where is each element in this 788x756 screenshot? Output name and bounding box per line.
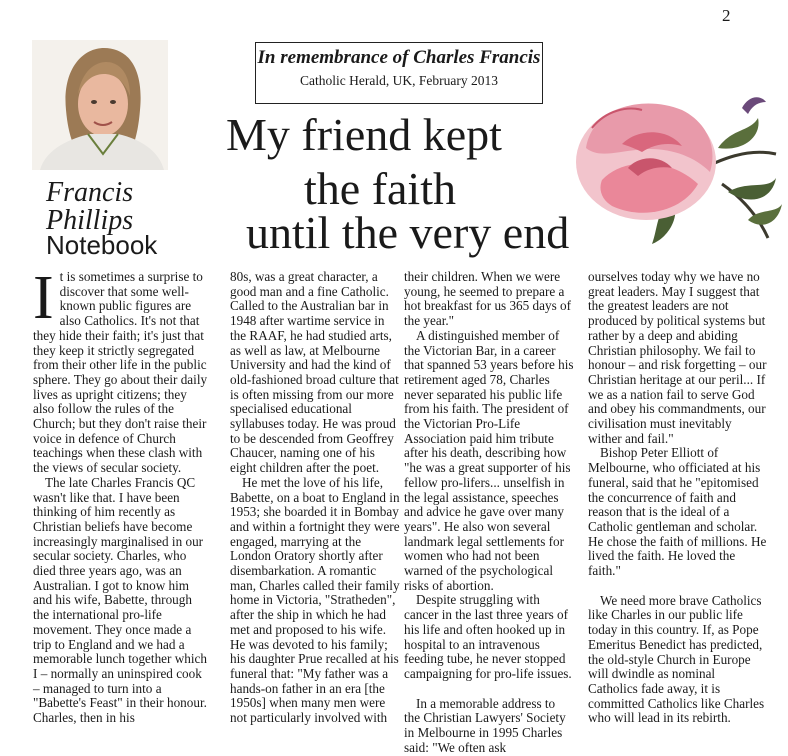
remembrance-box [255,42,543,104]
remembrance-title: In remembrance of Charles Francis [257,47,541,68]
remembrance-source: Catholic Herald, UK, February 2013 [300,73,498,88]
rose-illustration [572,88,786,258]
col4-paragraph-1: ourselves today why we have no great leaders. May I suggest that the greatest leaders are not produced by political systems but rather by a deep and abiding Christian philosophy. We fail to honour – and risk forgetting – our Christian heritage at our peril... If we as a nation fail to serve God and obey his commandments, our civilisation must inevitably wither and fail." [588,269,767,446]
article-column-3 [404,270,574,756]
headline-line-1: My friend kept [226,109,502,160]
col1-paragraph-2: The late Charles Francis QC wasn't like that. I have been thinking of him recently as Christian beliefs have become increasingly marginalised in our secular society. Charles, who died three years ago, was an Australian. I got to know him and his wife, Babette, through the international pro-life movement. They once made a trip to England and we had a memorable lunch together which I – normally an uninspired cook – managed to turn into a "Babette's Feast" in their honour. Charles, then in his [33,474,207,726]
page-number: 2 [722,6,731,25]
columnist-first-name: Francis [46,177,134,208]
col2-paragraph-1: 80s, was a great character, a good man and a fine Catholic. Called to the Australian bar in 1948 after wartime service in the RAAF, he had studied arts, as well as law, at Melbourne University and had the kind of old-fashioned broad culture that is often missing from our more specialised educational syllabuses today. He was proud to be descended from Geoffrey Chaucer, naming one of his eight children after the poet. [230,269,399,476]
col2-paragraph-2: He met the love of his life, Babette, on a boat to England in 1953; she boarded it in Bombay and within a fortnight they were engaged, marrying at the London Oratory shortly after disembarkation. A romantic man, Charles called their family home in Victoria, "Stratheden", after the ship in which he had met and proposed to his wife. He was devoted to his family; his daughter Prue recalled at his funeral that: "My father was a hands-on father in an era [the 1950s] when many men were not particularly involved with [230,474,400,726]
col3-paragraph-1: their children. When we were young, he seemed to prepare a hot breakfast for us 365 days of the year." [404,269,572,329]
col3-paragraph-3: Despite struggling with cancer in the last three years of his life and often hooked up in hospital to an intravenous feeding tube, he never stopped campaigning for pro-life issues. [404,592,572,681]
column-label: Notebook [46,230,158,260]
article-column-4 [588,270,768,726]
col4-paragraph-2: Bishop Peter Elliott of Melbourne, who officiated at his funeral, said that he "epitomised the concurrence of faith and reason that is the ideal of a Catholic gentleman and scholar. He chose the faith of millions. He lived the faith. He loved the faith." [588,445,767,579]
author-photo [32,40,168,170]
drop-cap: I [33,264,54,332]
headline-line-2: the faith [304,163,456,214]
article-column-1 [33,264,208,726]
columnist-last-name: Phillips [46,205,134,236]
headline-line-3: until the very end [246,207,570,258]
article-column-2 [230,270,402,726]
col3-paragraph-2: A distinguished member of the Victorian Bar, in a career that spanned 53 years before his retirement aged 78, Charles never separated his public life from his faith. The president of the Victorian Pro-Life Association paid him tribute after his death, describing how "he was a great supporter of his fellow pro-lifers... unselfish in the legal assistance, speeches and advice he gave over many years". He also won several landmark legal settlements for women who had not been warned of the psychological risks of abortion. [404,327,574,593]
col1-paragraph-1: t is sometimes a surprise to discover that some well-known public figures are also Catholics. It's not that they hide their faith; it's just that they keep it strictly segregated from their other life in the public sphere. They go about their daily lives as upright citizens; they also follow the rules of the Church; but they don't raise their voice in defence of Church teachings when these clash with the views of secular society. [33,269,208,476]
col3-paragraph-4: In a memorable address to the Christian Lawyers' Society in Melbourne in 1995 Charles said: "We often ask [404,695,566,755]
col4-paragraph-3: We need more brave Catholics like Charles in our public life today in this country. If, as Pope Emeritus Benedict has predicted, the old-style Church in Europe will dwindle as nominal Catholics fade away, it is committed Catholics like Charles who will lead in its rebirth. [588,592,765,726]
